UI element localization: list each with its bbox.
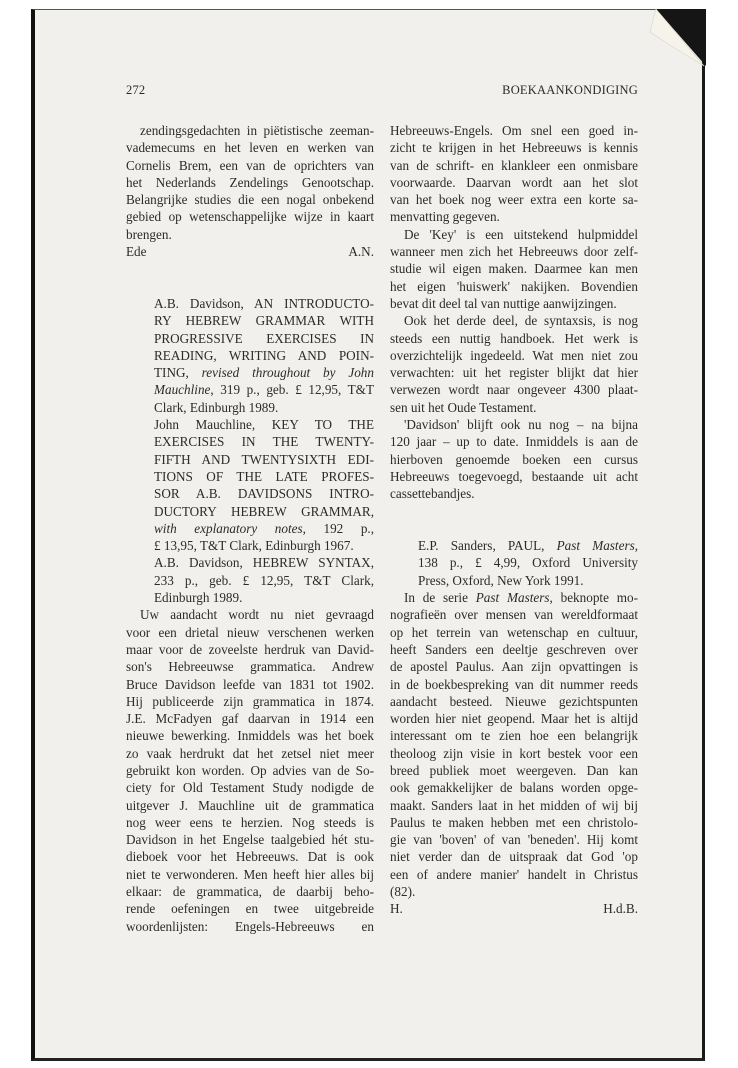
text-line: ciety for Old Testament Study nodigde de <box>126 780 374 796</box>
text-line: £ 13,95, T&T Clark, Edinburgh 1967. <box>154 538 354 554</box>
text-line <box>390 589 638 606</box>
left-column <box>126 122 374 935</box>
text-segment: , beknopte mo- <box>549 590 638 606</box>
text-line: verwezen wordt naar ongeveer 4300 plaat- <box>390 382 638 398</box>
book-citation <box>126 554 374 606</box>
italic-text: Past Masters <box>475 590 550 606</box>
text-segment: , 192 p., <box>302 520 374 536</box>
italic-text: with explanatory notes <box>154 520 303 536</box>
text-line <box>390 537 638 554</box>
text-line: maakt. Sanders laat in het midden of wij bij <box>390 797 638 813</box>
text-line: de apostel Paulus. Aan zijn opvattingen is <box>390 659 638 675</box>
text-line: son's Hebreeuwse grammatica. Andrew <box>126 659 374 675</box>
text-line: brengen. <box>126 226 172 242</box>
text-segment: E.P. Sanders, PAUL, <box>418 538 557 554</box>
italic-text: Past Masters <box>556 538 635 554</box>
text-line: Clark, Edinburgh 1989. <box>154 399 279 415</box>
text-line: Paulus te maken hebben met een christolo- <box>390 814 638 830</box>
text-line: Bruce Davidson leefde van 1831 tot 1902. <box>126 676 374 692</box>
text-line: worden hier niet geopend. Maar het is altijd <box>390 711 638 727</box>
text-segment: In de serie <box>404 590 476 606</box>
text-line: menvatting gegeven. <box>390 209 500 225</box>
book-citation <box>126 295 374 416</box>
text-line: woordenlijsten: Engels-Hebreeuws en <box>126 918 374 934</box>
running-title: BOEKAANKONDIGING <box>502 83 638 97</box>
text-line: (82). <box>390 884 416 900</box>
text-line: A.B. Davidson, HEBREW SYNTAX, <box>154 555 374 571</box>
paragraph <box>390 122 638 226</box>
italic-text: revised throughout by John <box>201 365 374 381</box>
text-line: cassettebandjes. <box>390 486 475 502</box>
text-line: ook gemakkelijker de balans worden opge- <box>390 780 638 796</box>
text-line: Hebreeuws toegevoegd, bestaande uit acht <box>390 468 638 484</box>
text-line: verwachten: uit het register blijkt dat hier <box>390 365 638 381</box>
text-line: op het terrein van wetenschap en cultuur, <box>390 624 638 640</box>
text-line: het Nederlands Zendelings Genootschap. <box>126 174 374 190</box>
text-line: Edinburgh 1989. <box>154 590 243 606</box>
text-line: studie wil eigen maken. Daarmee kan men <box>390 261 638 277</box>
text-segment: TING, <box>154 365 202 381</box>
text-line: elkaar: de grammatica, de daarbij beho- <box>126 884 374 900</box>
text-line: Hij publiceerde zijn grammatica in 1874. <box>126 693 374 709</box>
text-line <box>126 381 374 398</box>
italic-text: Mauchline <box>154 382 211 398</box>
text-line: 138 p., £ 4,99, Oxford University <box>418 555 638 571</box>
paragraph <box>390 589 638 900</box>
text-line: hierboven genoemde boeken een cursus <box>390 451 638 467</box>
text-line: Belangrijke studies die een nogal onbekend <box>126 192 374 208</box>
text-line: FIFTH AND TWENTYSIXTH EDI- <box>154 451 374 467</box>
text-line: gebied op wetenschappelijke wijze in kaart <box>126 209 374 225</box>
text-line: SOR A.B. DAVIDSONS INTRO- <box>154 486 374 502</box>
text-line: TIONS OF THE LATE PROFES- <box>154 468 374 484</box>
text-line: READING, WRITING AND POIN- <box>154 347 374 363</box>
text-line: niet verder dan de uitspraak dat God 'op <box>390 849 638 865</box>
text-line: Press, Oxford, New York 1991. <box>418 572 584 588</box>
text-line: rende oefeningen en twee uitgebreide <box>126 901 374 917</box>
text-line: overzichtelijk ingedeeld. Wat men niet zou <box>390 347 638 363</box>
text-line: uitgever J. Mauchline uit de grammatica <box>126 797 374 813</box>
text-line: voor een drietal nieuw verschenen werken <box>126 624 374 640</box>
text-line: gebruikt kon worden. Op advies van de So- <box>126 762 374 778</box>
text-line: een of andere manier' handelt in Christus <box>390 866 638 882</box>
signature-place: Ede <box>126 244 147 260</box>
text-line: zicht te krijgen in het Hebreeuws is kennis <box>390 140 638 156</box>
text-line: 233 p., geb. £ 12,95, T&T Clark, <box>154 572 374 588</box>
text-line: in de boekbespreking van dit nummer reeds <box>390 676 638 692</box>
text-line: vademecums en het leven en werken van <box>126 140 374 156</box>
text-line: John Mauchline, KEY TO THE <box>154 417 374 433</box>
text-line: nieuwe bewerking. Inmiddels was het boek <box>126 728 374 744</box>
text-line: theoloog zijn visie in kort bestek voor een <box>390 745 638 761</box>
text-line: nog weer eens te herzien. Nog steeds is <box>126 814 374 830</box>
text-line: Davidson in het Engelse taalgebied hét stu- <box>126 832 374 848</box>
text-segment: , 319 p., geb. £ 12,95, T&T <box>210 382 374 398</box>
text-line: heeft Sanders een deeltje geschreven over <box>390 641 638 657</box>
text-line: bevat dit deel tal van nuttige aanwijzingen. <box>390 295 617 311</box>
text-line: sen uit het Oude Testament. <box>390 399 537 415</box>
text-line: niet te verwonderen. Men heeft hier alles bij <box>126 866 374 882</box>
text-line: EXERCISES IN THE TWENTY- <box>154 434 374 450</box>
signature-place: H. <box>390 901 403 917</box>
text-line: aandacht besteed. Nieuwe gezichtspunten <box>390 693 638 709</box>
book-citation <box>390 537 638 589</box>
paragraph <box>126 122 374 243</box>
text-line <box>126 364 374 381</box>
paragraph <box>390 226 638 312</box>
signature-initials: H.d.B. <box>603 901 638 917</box>
page-number: 272 <box>126 83 146 97</box>
text-line: zendingsgedachten in piëtistische zeeman- <box>140 123 374 138</box>
text-line: nografieën over mensen van wereldformaat <box>390 607 638 623</box>
text-line: Cornelis Brem, een van de oprichters van <box>126 157 374 173</box>
text-line: Uw aandacht wordt nu niet gevraagd <box>140 607 374 623</box>
review-signature <box>126 243 374 260</box>
spacer <box>390 503 638 538</box>
text-line: voorwaarde. Daarvan wordt aan het slot <box>390 174 638 190</box>
spacer <box>126 260 374 295</box>
text-line: zo vaak herdrukt dat het zetsel niet meer <box>126 745 374 761</box>
text-line: maar voor de zoveelste herdruk van David- <box>126 641 374 657</box>
right-column <box>390 122 638 918</box>
text-line: Ook het derde deel, de syntaxsis, is nog <box>404 313 638 329</box>
text-line: het eigen 'huiswerk' nakijken. Bovendien <box>390 278 638 294</box>
text-line <box>126 520 374 537</box>
text-line: Hebreeuws-Engels. Om snel een goed in- <box>390 123 638 138</box>
text-line: dieboek voor het Hebreeuws. Dat is ook <box>126 849 374 865</box>
text-line: 120 jaar – up to date. Inmiddels is aan de <box>390 434 638 450</box>
text-line: interessant om te zien hoe een belangrijk <box>390 728 638 744</box>
paragraph <box>126 606 374 935</box>
text-line: PROGRESSIVE EXERCISES IN <box>154 330 374 346</box>
signature-initials: A.N. <box>348 244 374 260</box>
text-line: A.B. Davidson, AN INTRODUCTO- <box>154 295 374 311</box>
text-line: 'Davidson' blijft ook nu nog – na bijna <box>404 417 638 433</box>
text-line: steeds een nuttig handboek. Het werk is <box>390 330 638 346</box>
text-line: DUCTORY HEBREW GRAMMAR, <box>154 503 374 519</box>
book-citation <box>126 416 374 554</box>
paragraph <box>390 416 638 502</box>
text-line: wanneer men zich het Hebreeuws door zelf- <box>390 244 638 260</box>
text-line: De 'Key' is een uitstekend hulpmiddel <box>404 226 638 242</box>
text-line: RY HEBREW GRAMMAR WITH <box>154 313 374 329</box>
text-line: breed publiek moet weergeven. Dan kan <box>390 762 638 778</box>
review-signature <box>390 900 638 917</box>
text-line: J.E. McFadyen gaf daarvan in 1914 een <box>126 711 374 727</box>
text-line: van de schrift- en klankleer een onmisbare <box>390 157 638 173</box>
text-line: van het boek nog weer extra een korte sa- <box>390 192 638 208</box>
text-line: gie van 'boven' of van 'beneden'. Hij komt <box>390 832 638 848</box>
text-segment: , <box>634 538 639 554</box>
paragraph <box>390 312 638 416</box>
